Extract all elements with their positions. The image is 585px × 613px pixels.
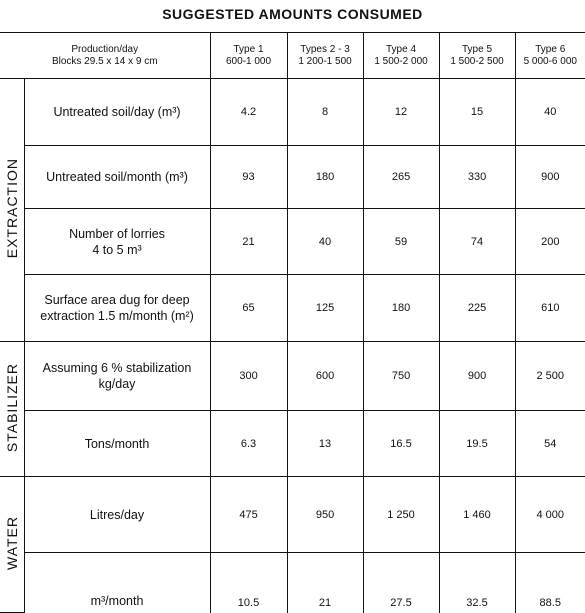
row-label-line2: 4 to 5 m³ xyxy=(92,242,142,257)
row-label-line1: Number of lorries xyxy=(69,226,165,241)
table-cell: 2 500 xyxy=(515,342,585,411)
table-cell: 180 xyxy=(363,275,439,342)
table-row xyxy=(0,553,585,613)
table-cell: 54 xyxy=(515,411,585,477)
row-label-line1: Untreated soil/month (m³) xyxy=(46,170,188,184)
row-label xyxy=(24,342,210,411)
group-label-text: EXTRACTION xyxy=(3,158,20,259)
table-cell: 125 xyxy=(287,275,363,342)
row-label xyxy=(24,275,210,342)
row-label-line1: Assuming 6 % stabilization xyxy=(42,361,192,375)
consumption-table xyxy=(0,32,585,613)
group-label-text: WATER xyxy=(3,516,20,570)
column-header-range: 1 200-1 500 xyxy=(298,55,352,67)
table-cell: 74 xyxy=(439,209,515,275)
table-cell: 475 xyxy=(210,477,287,553)
column-header-name: Type 6 xyxy=(535,43,566,55)
production-header-line2: Blocks 29.5 x 14 x 9 cm xyxy=(51,55,158,67)
table-cell: 225 xyxy=(439,275,515,342)
table-cell: 8 xyxy=(287,79,363,146)
table-cell: 180 xyxy=(287,146,363,209)
column-header-type-1 xyxy=(210,33,287,79)
table-cell: 12 xyxy=(363,79,439,146)
table-cell: 40 xyxy=(515,79,585,146)
table-row xyxy=(0,275,585,342)
row-label xyxy=(24,411,210,477)
table-cell: 900 xyxy=(439,342,515,411)
table-cell: 750 xyxy=(363,342,439,411)
table-cell: 15 xyxy=(439,79,515,146)
table-row xyxy=(0,477,585,553)
table-cell: 6.3 xyxy=(210,411,287,477)
row-label-line1: Untreated soil/day (m³) xyxy=(53,105,181,119)
table-row xyxy=(0,79,585,146)
table-cell: 1 460 xyxy=(439,477,515,553)
table-row xyxy=(0,342,585,411)
column-header-name: Types 2 - 3 xyxy=(300,43,350,55)
table-cell: 88.5 xyxy=(515,553,585,613)
table-cell: 4.2 xyxy=(210,79,287,146)
table-cell: 610 xyxy=(515,275,585,342)
table-cell: 330 xyxy=(439,146,515,209)
table-cell: 19.5 xyxy=(439,411,515,477)
group-label-stabilizer xyxy=(0,342,24,477)
row-label-line1: Litres/day xyxy=(89,507,145,522)
column-header-name: Type 1 xyxy=(233,43,264,55)
table-cell: 65 xyxy=(210,275,287,342)
production-header xyxy=(0,33,210,79)
table-title: SUGGESTED AMOUNTS CONSUMED xyxy=(162,6,423,22)
table-cell: 10.5 xyxy=(210,553,287,613)
group-label-extraction xyxy=(0,79,24,342)
table-cell: 21 xyxy=(287,553,363,613)
row-label xyxy=(24,553,210,613)
column-header-type-5 xyxy=(439,33,515,79)
column-header-name: Type 4 xyxy=(386,43,417,55)
column-header-types-2-3 xyxy=(287,33,363,79)
row-label xyxy=(24,477,210,553)
row-label-line1: Surface area dug for deep xyxy=(44,293,190,307)
row-label-line1: m³/month xyxy=(90,593,144,608)
table-cell: 59 xyxy=(363,209,439,275)
table-cell: 4 000 xyxy=(515,477,585,553)
row-label-line1: Tons/month xyxy=(84,436,150,451)
row-label-line2: extraction 1.5 m/month (m²) xyxy=(40,309,194,323)
group-label-text: STABILIZER xyxy=(3,362,20,453)
table-cell: 950 xyxy=(287,477,363,553)
table-cell: 32.5 xyxy=(439,553,515,613)
column-header-type-6 xyxy=(515,33,585,79)
column-header-name: Type 5 xyxy=(462,43,493,55)
group-label-water xyxy=(0,477,24,613)
table-cell: 40 xyxy=(287,209,363,275)
table-cell: 265 xyxy=(363,146,439,209)
row-label xyxy=(24,209,210,275)
column-header-range: 1 500-2 500 xyxy=(450,55,504,67)
table-cell: 21 xyxy=(210,209,287,275)
table-row xyxy=(0,209,585,275)
row-label xyxy=(24,79,210,146)
column-header-type-4 xyxy=(363,33,439,79)
column-header-range: 600-1 000 xyxy=(225,55,272,67)
production-header-line1: Production/day xyxy=(71,43,139,55)
table-cell: 27.5 xyxy=(363,553,439,613)
header-row xyxy=(0,33,585,79)
row-label xyxy=(24,146,210,209)
table-cell: 200 xyxy=(515,209,585,275)
table-row xyxy=(0,146,585,209)
table-cell: 13 xyxy=(287,411,363,477)
column-header-range: 1 500-2 000 xyxy=(374,55,428,67)
table-cell: 900 xyxy=(515,146,585,209)
column-header-range: 5 000-6 000 xyxy=(523,55,577,67)
row-label-line2: kg/day xyxy=(98,377,136,391)
table-cell: 1 250 xyxy=(363,477,439,553)
table-row xyxy=(0,411,585,477)
table-cell: 600 xyxy=(287,342,363,411)
table-cell: 93 xyxy=(210,146,287,209)
table-cell: 300 xyxy=(210,342,287,411)
table-cell: 16.5 xyxy=(363,411,439,477)
